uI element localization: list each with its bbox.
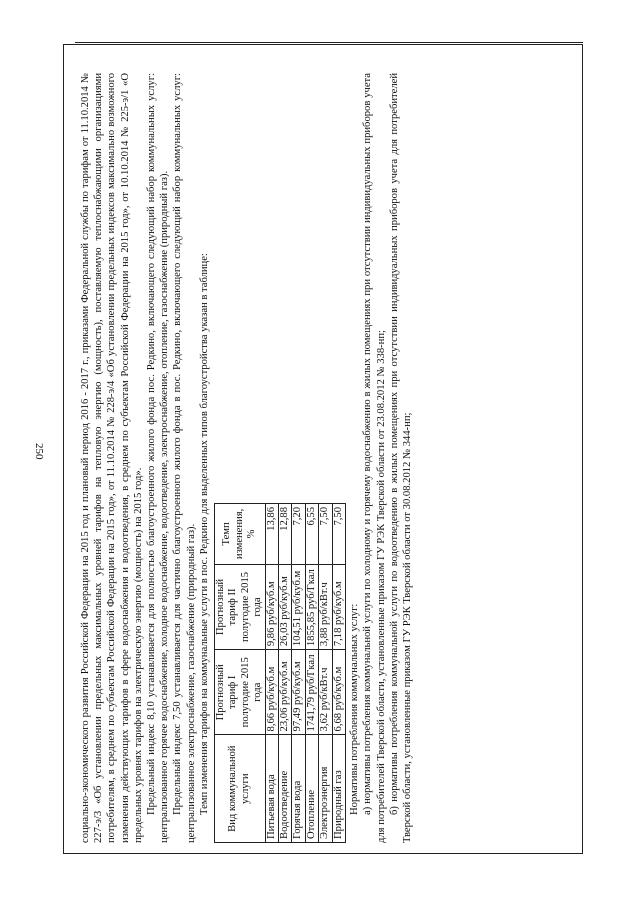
table-cell: 8,66 руб/куб.м — [265, 650, 278, 735]
paragraph-2: Предельный индекс 8,10 устанавливается для полностью благоустроенного жилого фонда пос. Редкино, включающего следующий набор коммунальных услуг: централизованное горячее водоснабжение, холодное водоснабжение, водоотведение, электроснабжение, отопление, газоснабжение (природный газ). — [146, 73, 171, 843]
table-row — [332, 504, 345, 843]
table-cell: 104,51 руб/куб.м — [292, 564, 305, 649]
table-cell: 3,88 руб/кВт.ч — [319, 564, 332, 649]
paragraph-6: а) нормативы потребления коммунальной услуги по холодному и горячему водоснабжению в жилых помещениях при отсутствии индивидуальных приборов учета для потребителей Тверской области, установленные приказом ГУ РЭК Тверской области от 23.08.2012 № 338-нп; — [362, 73, 387, 843]
table-header: Темп изменения, % — [215, 504, 266, 565]
paragraph-1: социально-экономического развития Российской Федерации на 2015 год и плановый период 2016 - 2017 г., приказами Федеральной службы по тарифам от 11.10.2014 № 227-э/3 «Об установлении предельных максимальных уровней тарифов на тепловую энергию (мощность), поставляемую теплоснабжающими организациями потребителям, в среднем по субъектам Российской Федерации на 2015 год», от 11.10.2014 № 228-э/4 «Об установлении предельных индексов максимально возможного изменения действующих тарифов в сфере водоснабжения и водоотведения, в среднем по субъектам Российской Федерации на 2015 год», от 10.10.2014 № 225-э/1 «О предельных уровнях тарифов на электрическую энергию (мощность) на 2015 год». — [80, 73, 144, 843]
table-cell: 3,62 руб/кВт.ч — [319, 650, 332, 735]
table-cell: 1741,79 руб/Гкал — [305, 650, 318, 735]
table-cell: 23,06 руб/куб.м — [279, 650, 292, 735]
table-cell: 7,50 — [332, 504, 345, 565]
table-cell: Природный газ — [332, 735, 345, 843]
paragraph-5: Нормативы потребления коммунальных услуг: — [349, 603, 361, 815]
table-cell: 97,49 руб/куб.м — [292, 650, 305, 735]
table-cell: 6,55 — [305, 504, 318, 565]
page-number: 250 — [33, 443, 45, 460]
table-row — [292, 504, 305, 843]
table-header: Прогнозный тариф I полугодие 2015 года — [215, 650, 266, 735]
table-header-row — [215, 504, 266, 843]
table-cell: Электроэнергия — [319, 735, 332, 843]
table-row — [319, 504, 332, 843]
tariff-table — [214, 503, 346, 843]
table-cell: 9,86 руб/куб.м — [265, 564, 278, 649]
paragraph-3: Предельный индекс 7,50 устанавливается для частично благоустроенного жилого фонда в пос. Редкино, включающего следующий набор коммунальных услуг: централизованное электроснабжение, газоснабжение (природный газ). — [172, 73, 197, 843]
table-cell: Отопление — [305, 735, 318, 843]
document-body — [79, 73, 414, 843]
table-header: Вид коммунальной услуги — [215, 735, 266, 843]
table-cell: 26,03 руб/куб.м — [279, 564, 292, 649]
paragraph-4: Темп изменения тарифов на коммунальные услуги в пос. Редкино для выделенных типов благоустройства указан в таблице: — [198, 253, 210, 815]
table-cell: 7,18 руб/куб.м — [332, 564, 345, 649]
table-cell: Питьевая вода — [265, 735, 278, 843]
table-cell: Водоотведение — [279, 735, 292, 843]
table-cell: 7,50 — [319, 504, 332, 565]
table-cell: 13,86 — [265, 504, 278, 565]
table-cell: 7,20 — [292, 504, 305, 565]
table-cell: 6,68 руб/куб.м — [332, 650, 345, 735]
table-row — [265, 504, 278, 843]
table-cell: Горячая вода — [292, 735, 305, 843]
table-cell: 12,88 — [279, 504, 292, 565]
table-row — [305, 504, 318, 843]
table-header: Прогнозный тариф II полугодие 2015 года — [215, 564, 266, 649]
paragraph-7: б) нормативы потребления коммунальной услуги по водоотведению в жилых помещениях при отсутствии индивидуальных приборов учета для потребителей Тверской области, установленные приказом ГУ РЭК Тверской области от 30.08.2012 № 344-нп; — [388, 73, 413, 843]
table-cell: 1855,85 руб/Гкал — [305, 564, 318, 649]
table-row — [279, 504, 292, 843]
